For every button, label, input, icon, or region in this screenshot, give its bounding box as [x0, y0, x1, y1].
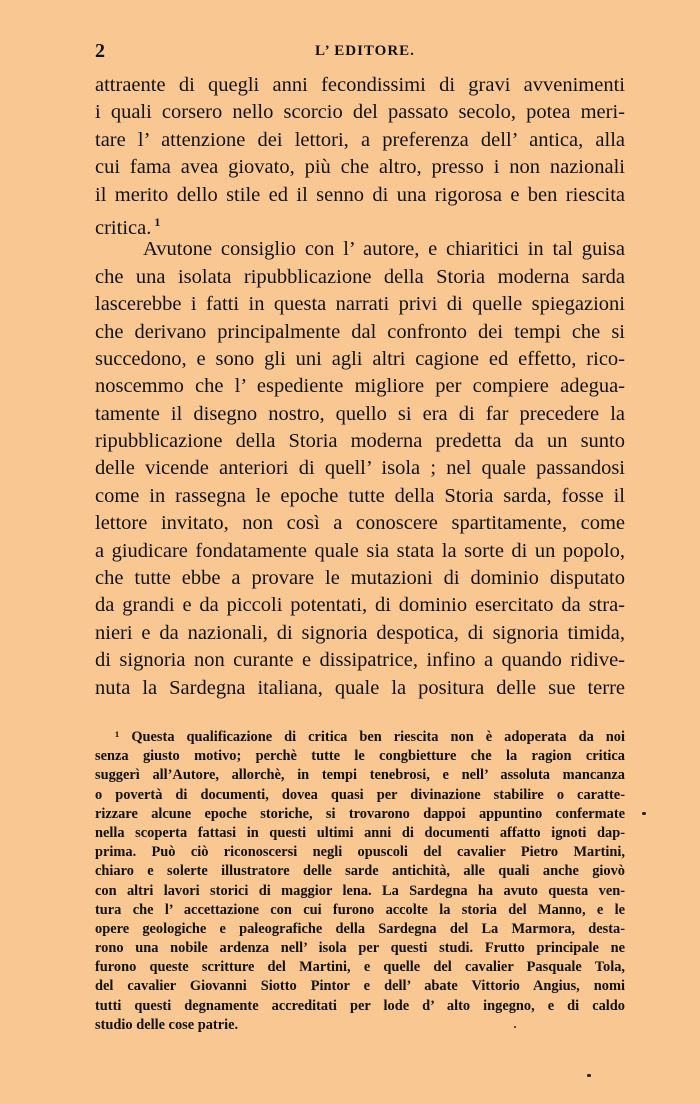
footnote-line: studio delle cose patrie.	[95, 1016, 239, 1033]
body-line: cui fama avea giovato, più che altro, presso i non nazionali	[95, 156, 625, 179]
footnote-line: suggerì all’Autore, allorchè, in tempi tenebrosi, e nell’ assoluta mancanza	[95, 767, 625, 784]
body-line: lascerebbe i fatti in questa narrati privi di quelle spiegazioni	[95, 293, 625, 316]
body-line: il merito dello stile ed il senno di una rigorosa e ben riescita	[95, 183, 625, 206]
page-number: 2	[95, 40, 105, 62]
footnote-line: con altri lavori storici di maggior lena. La Sardegna ha avuto questa ven-	[95, 882, 625, 899]
footnote-line: tutti questi degnamente accreditati per lode d’ alto ingegno, e di caldo	[95, 997, 625, 1014]
footnote-line: opere geologiche e paleografiche della Sardegna del La Marmora, desta-	[95, 920, 625, 937]
page-header	[95, 40, 625, 64]
ink-speck	[514, 1026, 516, 1028]
body-line-text: critica.	[95, 216, 152, 239]
footnote-line: senza giusto motivo; perchè tutte le congbietture che la ragion critica	[95, 748, 625, 765]
body-line: tamente il disegno nostro, quello si era di far precedere la	[95, 402, 625, 425]
body-line: che una isolata ripubblicazione della Storia moderna sarda	[95, 265, 625, 288]
body-line: delle vicende anteriori di quell’ isola ; nel quale passandosi	[95, 457, 625, 480]
body-line: Avutone consiglio con l’ autore, e chiaritici in tal guisa	[143, 238, 625, 261]
footnote-line: chiaro e solerte illustratore delle sarde antichità, alle quali anche giovò	[95, 863, 625, 880]
body-line: nuta la Sardegna italiana, quale la positura delle sue terre	[95, 676, 625, 699]
body-line: di signoria non curante e dissipatrice, infino a quando ridive-	[95, 649, 625, 672]
footnote	[95, 728, 625, 1035]
body-line: a giudicare fondatamente quale sia stata la sorte di un popolo,	[95, 539, 625, 562]
footnote-line: rono una nobile ardenza nell’ isola per questi studi. Frutto principale ne	[95, 940, 625, 957]
body-line: nieri e da nazionali, di signoria despotica, di signoria timida,	[95, 621, 625, 644]
body-text	[95, 72, 625, 702]
footnote-line: o povertà di documenti, dovea quasi per divinazione stabilire o caratte-	[95, 786, 625, 803]
footnote-reference[interactable]: 1	[154, 214, 161, 229]
body-line: che tutte ebbe a provare le mutazioni di dominio disputato	[95, 567, 625, 590]
body-line: attraente di quegli anni fecondissimi di gravi avvenimenti	[95, 74, 625, 96]
ink-speck	[587, 1074, 591, 1077]
footnote-line: ¹ Questa qualificazione di critica ben riescita non è adoperata da noi	[115, 729, 625, 745]
footnote-line: prima. Può ciò riconoscersi negli opuscoli del cavalier Pietro Martini,	[95, 844, 625, 861]
ink-speck	[642, 812, 646, 815]
footnote-line: tura che l’ accettazione con cui furono accolte la storia del Manno, e le	[95, 901, 625, 918]
body-line: che derivano principalmente dal confronto dei tempi che si	[95, 320, 625, 343]
running-head: L’ EDITORE.	[315, 43, 415, 59]
body-line: da grandi e da piccoli potentati, di dominio esercitato da stra-	[95, 594, 625, 617]
footnote-line: nella scoperta fattasi in questi ultimi anni di documenti affatto ignoti dap-	[95, 824, 625, 841]
body-line: lettore invitato, non così a conoscere spartitamente, come	[95, 512, 625, 535]
footnote-line: rizzare alcune epoche storiche, si trovarono dappoi appuntino confermate	[95, 805, 625, 822]
body-line: noscemmo che l’ espediente migliore per compiere adegua-	[95, 375, 625, 398]
body-line: come in rassegna le epoche tutte della Storia sarda, fosse il	[95, 484, 625, 507]
body-line: i quali corsero nello scorcio del passato secolo, potea meri-	[95, 101, 625, 124]
footnote-line: furono queste scritture del Martini, e quelle del cavalier Pasquale Tola,	[95, 959, 625, 976]
body-line: ripubblicazione della Storia moderna predetta da un sunto	[95, 430, 625, 453]
body-line	[95, 209, 625, 239]
body-line: tare l’ attenzione dei lettori, a preferenza dell’ antica, alla	[95, 128, 625, 151]
footnote-line: del cavalier Giovanni Siotto Pintor e dell’ abate Vittorio Angius, nomi	[95, 978, 625, 995]
body-line: succedono, e sono gli uni agli altri cagione ed effetto, rico-	[95, 347, 625, 370]
